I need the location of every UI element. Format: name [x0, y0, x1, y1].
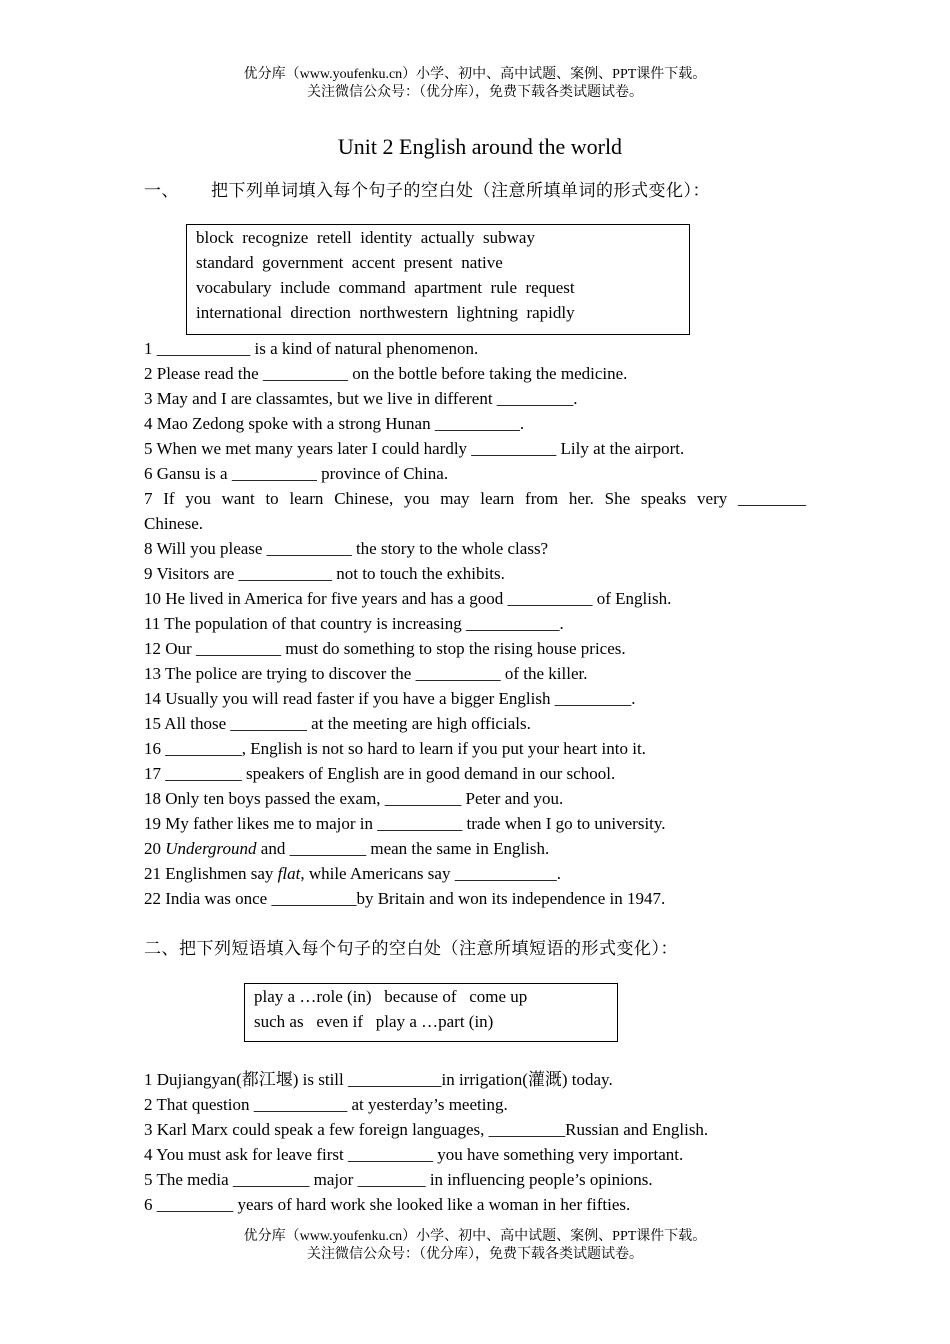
- page-title: Unit 2 English around the world: [337, 134, 623, 159]
- section-1-number: 一、: [144, 181, 179, 200]
- question-5: 5 When we met many years later I could hardly __________ Lily at the airport.: [144, 439, 685, 458]
- word-bank-line: international direction northwestern lightning rapidly: [196, 303, 575, 322]
- page-footer: [0, 1228, 950, 1264]
- phrase-bank-line: play a …role (in) because of come up: [254, 987, 528, 1006]
- question-3: 3 May and I are classamtes, but we live in different _________.: [144, 389, 578, 408]
- section-2-questions: [144, 1067, 806, 1217]
- phrase-question-6: 6 _________ years of hard work she looked like a woman in her fifties.: [144, 1195, 631, 1214]
- section-1-questions: [144, 336, 806, 911]
- section-1-heading: [144, 176, 710, 201]
- word-bank-box: [186, 224, 690, 335]
- header-line-2: 关注微信公众号：（优分库），免费下载各类试题试卷。: [307, 85, 643, 100]
- question-4: 4 Mao Zedong spoke with a strong Hunan __________.: [144, 414, 525, 433]
- question-19: 19 My father likes me to major in __________ trade when I go to university.: [144, 814, 666, 833]
- word-bank-line: standard government accent present native: [196, 253, 503, 272]
- question-7-continuation: Chinese.: [144, 514, 204, 533]
- question-21: [144, 861, 806, 886]
- question-7: 7 If you want to learn Chinese, you may learn from her. She speaks very ________: [144, 489, 806, 508]
- question-12: 12 Our __________ must do something to stop the rising house prices.: [144, 639, 626, 658]
- question-14: 14 Usually you will read faster if you have a bigger English _________.: [144, 689, 636, 708]
- question-15: 15 All those _________ at the meeting are high officials.: [144, 714, 531, 733]
- phrase-question-2: 2 That question ___________ at yesterday’s meeting.: [144, 1095, 508, 1114]
- question-21-italic-word: flat: [277, 864, 301, 883]
- word-bank-line: vocabulary include command apartment rule request: [196, 278, 575, 297]
- question-18: 18 Only ten boys passed the exam, _________ Peter and you.: [144, 789, 564, 808]
- question-20-italic-word: Underground: [165, 839, 257, 858]
- question-21-prefix: 21 Englishmen say: [144, 864, 278, 883]
- phrase-bank-box: [244, 983, 618, 1042]
- question-20: [144, 836, 806, 861]
- footer-line-2: 关注微信公众号：（优分库），免费下载各类试题试卷。: [307, 1247, 643, 1262]
- phrase-question-4: 4 You must ask for leave first __________ you have something very important.: [144, 1145, 684, 1164]
- question-16: 16 _________, English is not so hard to learn if you put your heart into it.: [144, 739, 646, 758]
- question-20-suffix: and _________ mean the same in English.: [256, 839, 550, 858]
- header-line-1: 优分库（www.youfenku.cn）小学、初中、高中试题、案例、PPT课件下载。: [243, 67, 707, 82]
- phrase-question-1: 1 Dujiangyan(都江堰) is still ___________in irrigation(灌溉) today.: [144, 1070, 613, 1089]
- question-17: 17 _________ speakers of English are in good demand in our school.: [144, 764, 616, 783]
- footer-line-1: 优分库（www.youfenku.cn）小学、初中、高中试题、案例、PPT课件下载。: [243, 1229, 707, 1244]
- question-8: 8 Will you please __________ the story to the whole class?: [144, 539, 549, 558]
- page-header: [0, 66, 950, 102]
- phrase-bank-line: such as even if play a …part (in): [254, 1012, 494, 1031]
- question-21-suffix: , while Americans say ____________.: [300, 864, 561, 883]
- question-11: 11 The population of that country is increasing ___________.: [144, 614, 564, 633]
- section-1-instruction: 把下列单词填入每个句子的空白处（注意所填单词的形式变化）：: [211, 181, 710, 200]
- phrase-question-5: 5 The media _________ major ________ in influencing people’s opinions.: [144, 1170, 653, 1189]
- question-6: 6 Gansu is a __________ province of China.: [144, 464, 449, 483]
- section-2-heading: 二、把下列短语填入每个句子的空白处（注意所填短语的形式变化）：: [144, 939, 678, 958]
- question-9: 9 Visitors are ___________ not to touch the exhibits.: [144, 564, 505, 583]
- word-bank-line: block recognize retell identity actually subway: [196, 228, 535, 247]
- question-10: 10 He lived in America for five years and has a good __________ of English.: [144, 589, 672, 608]
- question-20-prefix: 20: [144, 839, 166, 858]
- question-2: 2 Please read the __________ on the bottle before taking the medicine.: [144, 364, 628, 383]
- question-13: 13 The police are trying to discover the __________ of the killer.: [144, 664, 588, 683]
- phrase-question-3: 3 Karl Marx could speak a few foreign languages, _________Russian and English.: [144, 1120, 709, 1139]
- question-22: 22 India was once __________by Britain and won its independence in 1947.: [144, 889, 666, 908]
- question-1: 1 ___________ is a kind of natural phenomenon.: [144, 339, 479, 358]
